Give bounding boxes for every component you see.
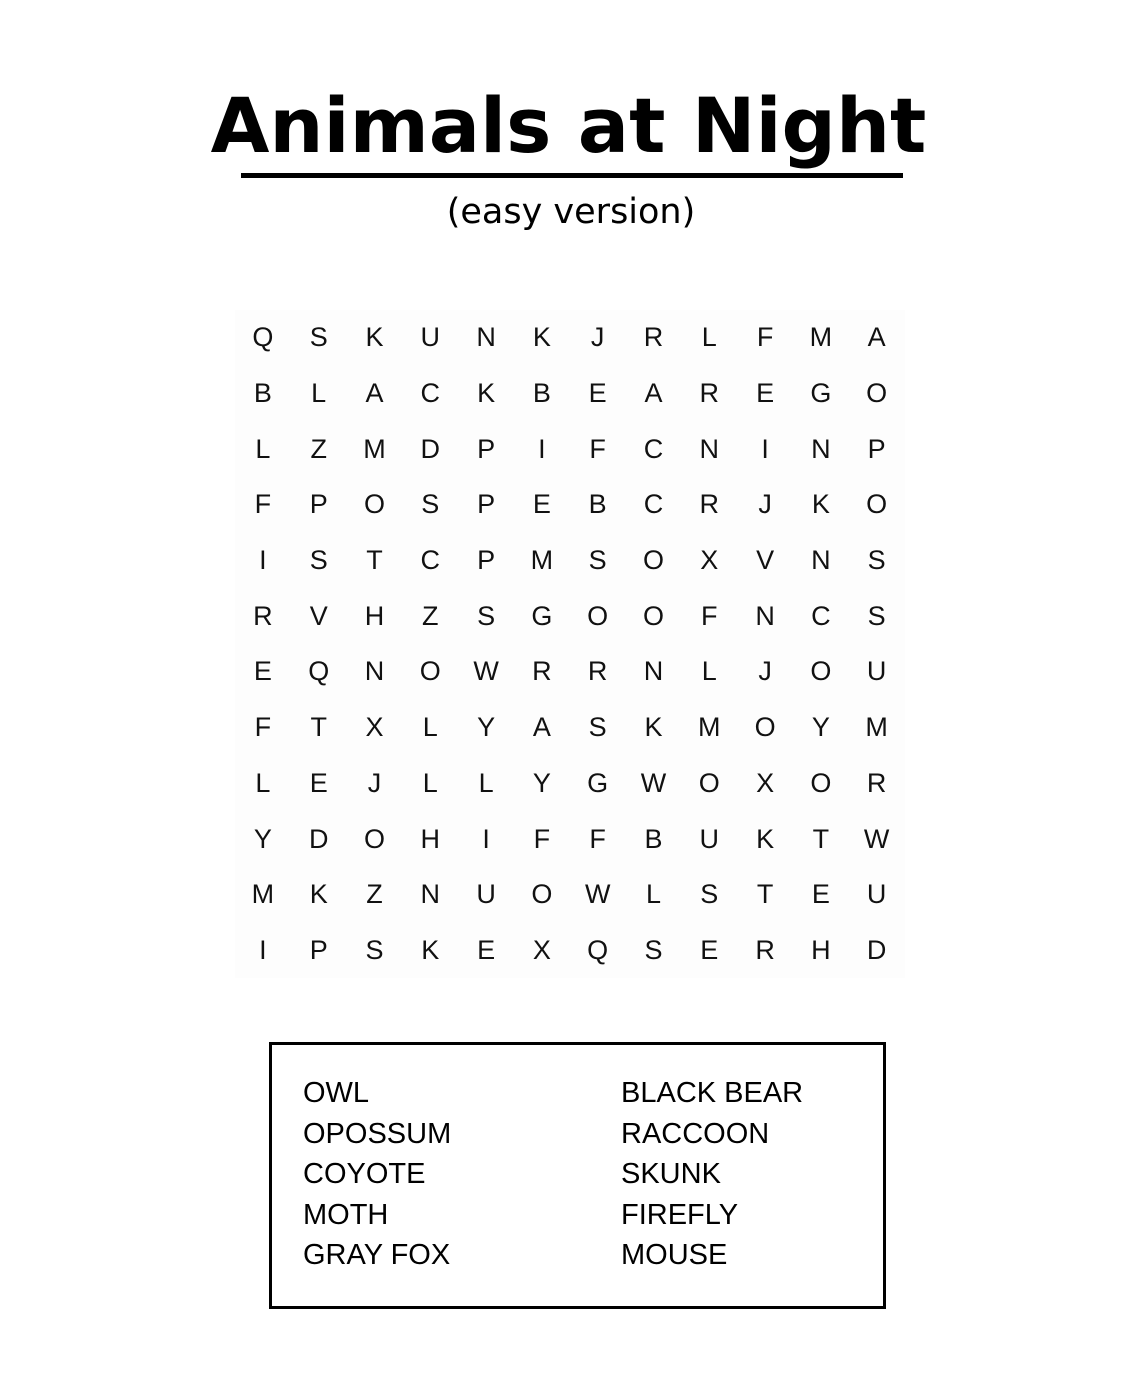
grid-letter[interactable]: M [530, 545, 554, 576]
grid-letter[interactable]: K [811, 489, 830, 520]
grid-letter[interactable]: C [643, 489, 664, 520]
word-list-item: FIREFLY [621, 1198, 739, 1231]
word-list-item: OPOSSUM [303, 1117, 452, 1150]
grid-letter[interactable]: Q [587, 934, 609, 965]
grid-letter[interactable]: A [867, 322, 886, 353]
grid-letter[interactable]: P [477, 545, 496, 576]
word-list-item: MOUSE [621, 1239, 728, 1272]
grid-letter[interactable]: L [422, 767, 438, 798]
grid-letter[interactable]: M [363, 433, 386, 464]
letter-grid [235, 310, 905, 978]
grid-letter[interactable]: Q [308, 656, 330, 687]
grid-letter[interactable]: L [701, 322, 717, 353]
grid-letter[interactable]: N [420, 879, 441, 910]
grid-letter[interactable]: B [588, 489, 607, 520]
grid-letter[interactable]: O [810, 767, 832, 798]
grid-letter[interactable]: X [756, 767, 775, 798]
grid-letter[interactable]: O [754, 712, 776, 743]
grid-letter[interactable]: M [251, 879, 275, 910]
grid-letter[interactable]: O [363, 489, 385, 520]
grid-letter[interactable]: B [532, 378, 551, 409]
grid-letter[interactable]: R [587, 656, 608, 687]
word-list-item: COYOTE [303, 1158, 426, 1191]
grid-letter[interactable]: F [533, 823, 551, 854]
grid-letter[interactable]: Y [532, 767, 551, 798]
word-list-item: SKUNK [621, 1158, 721, 1191]
grid-letter[interactable]: O [866, 378, 888, 409]
grid-letter[interactable]: F [589, 823, 606, 854]
grid-letter[interactable]: H [420, 823, 441, 854]
grid-letter[interactable]: A [644, 378, 663, 409]
grid-letter[interactable]: M [809, 322, 833, 353]
grid-letter[interactable]: R [532, 656, 552, 687]
grid-letter[interactable]: C [811, 600, 831, 631]
title-underline [241, 173, 903, 178]
grid-letter[interactable]: G [531, 600, 553, 631]
grid-letter[interactable]: T [812, 823, 830, 854]
grid-letter[interactable]: X [365, 712, 384, 743]
grid-letter[interactable]: S [309, 322, 328, 353]
grid-letter[interactable]: U [476, 879, 496, 910]
grid-letter[interactable]: L [255, 433, 271, 464]
grid-letter[interactable]: J [758, 656, 772, 687]
grid-letter[interactable]: T [366, 545, 383, 576]
grid-letter[interactable]: H [811, 934, 831, 965]
grid-letter[interactable]: R [866, 767, 887, 798]
grid-letter[interactable]: U [420, 322, 441, 353]
grid-letter[interactable]: B [253, 378, 272, 409]
grid-letter[interactable]: S [867, 600, 886, 631]
grid-letter[interactable]: S [588, 712, 607, 743]
word-list-item: MOTH [303, 1198, 389, 1231]
grid-letter[interactable]: E [253, 656, 272, 687]
page-subtitle: (easy version) [446, 192, 696, 232]
grid-letter[interactable]: G [587, 767, 609, 798]
grid-letter[interactable]: X [700, 545, 719, 576]
grid-letter[interactable]: O [363, 823, 385, 854]
grid-letter[interactable]: E [532, 489, 551, 520]
grid-letter[interactable]: L [422, 712, 438, 743]
grid-letter[interactable]: D [420, 433, 441, 464]
grid-letter[interactable]: O [531, 879, 553, 910]
grid-letter[interactable]: P [477, 489, 496, 520]
grid-letter[interactable]: L [255, 767, 271, 798]
grid-letter[interactable]: O [642, 600, 664, 631]
grid-letter[interactable]: Z [310, 433, 327, 464]
grid-letter[interactable]: Y [811, 712, 830, 743]
grid-letter[interactable]: J [590, 322, 605, 353]
grid-letter[interactable]: I [482, 823, 490, 854]
grid-letter[interactable]: S [867, 545, 886, 576]
grid-letter[interactable]: T [756, 879, 774, 910]
grid-letter[interactable]: K [477, 378, 496, 409]
grid-letter[interactable]: D [308, 823, 329, 854]
grid-letter[interactable]: E [756, 378, 775, 409]
word-list-item: GRAY FOX [303, 1239, 451, 1272]
grid-letter[interactable]: K [532, 322, 551, 353]
grid-letter[interactable]: O [866, 489, 888, 520]
word-list-right-column [621, 1073, 803, 1276]
grid-letter[interactable]: N [476, 322, 496, 353]
grid-letter[interactable]: O [587, 600, 609, 631]
grid-letter[interactable]: P [477, 433, 496, 464]
grid-letter[interactable]: W [584, 879, 611, 910]
word-list-item: RACCOON [621, 1117, 770, 1150]
grid-letter[interactable]: S [309, 545, 328, 576]
grid-letter[interactable]: F [589, 433, 606, 464]
word-list-item: BLACK BEAR [621, 1077, 804, 1109]
grid-letter[interactable]: B [644, 823, 663, 854]
grid-letter[interactable]: N [364, 656, 385, 687]
word-list-left-column [303, 1073, 451, 1276]
grid-letter[interactable]: O [642, 545, 664, 576]
grid-letter[interactable]: I [259, 934, 267, 965]
grid-letter[interactable]: O [419, 656, 441, 687]
grid-letter[interactable]: I [538, 433, 546, 464]
grid-letter[interactable]: C [643, 433, 664, 464]
grid-letter[interactable]: N [811, 433, 831, 464]
grid-letter[interactable]: S [477, 600, 496, 631]
grid-letter[interactable]: F [756, 322, 774, 353]
grid-letter[interactable]: J [367, 767, 382, 798]
grid-letter[interactable]: K [421, 934, 440, 965]
grid-letter[interactable]: V [309, 600, 328, 631]
grid-letter[interactable]: Y [477, 712, 496, 743]
grid-letter[interactable]: V [756, 545, 775, 576]
grid-letter[interactable]: D [866, 934, 887, 965]
grid-letter[interactable]: M [698, 712, 721, 743]
grid-letter[interactable]: R [253, 600, 273, 631]
grid-letter[interactable]: T [310, 712, 327, 743]
grid-letter[interactable]: K [644, 712, 663, 743]
grid-letter[interactable]: E [309, 767, 328, 798]
grid-letter[interactable]: Z [422, 600, 439, 631]
grid-letter[interactable]: S [421, 489, 440, 520]
grid-letter[interactable]: E [477, 934, 496, 965]
grid-letter[interactable]: Y [253, 823, 272, 854]
grid-letter[interactable]: A [532, 712, 551, 743]
grid-letter[interactable]: N [643, 656, 664, 687]
grid-letter[interactable]: I [259, 545, 267, 576]
grid-letter[interactable]: Z [366, 879, 383, 910]
grid-letter[interactable]: H [364, 600, 385, 631]
grid-letter[interactable]: R [699, 378, 720, 409]
grid-letter[interactable]: S [365, 934, 384, 965]
grid-letter[interactable]: W [640, 767, 667, 798]
grid-letter[interactable]: P [867, 433, 886, 464]
grid-letter[interactable]: U [699, 823, 720, 854]
word-list-box [269, 1042, 886, 1309]
grid-letter[interactable]: N [811, 545, 831, 576]
grid-letter[interactable]: C [420, 378, 441, 409]
grid-letter[interactable]: A [365, 378, 384, 409]
page-title: Animals at Night [210, 81, 927, 170]
grid-letter[interactable]: M [865, 712, 888, 743]
grid-letter[interactable]: Q [252, 322, 274, 353]
grid-letter[interactable]: P [309, 934, 328, 965]
grid-letter[interactable]: O [810, 656, 832, 687]
grid-letter[interactable]: N [699, 433, 720, 464]
grid-letter[interactable]: E [811, 879, 830, 910]
grid-letter[interactable]: K [365, 322, 384, 353]
grid-letter[interactable]: L [478, 767, 494, 798]
grid-letter[interactable]: C [420, 545, 441, 576]
grid-letter[interactable]: O [698, 767, 720, 798]
grid-letter[interactable]: R [699, 489, 720, 520]
grid-letter[interactable]: S [700, 879, 719, 910]
grid-letter[interactable]: N [755, 600, 775, 631]
grid-letter[interactable]: U [866, 879, 887, 910]
grid-letter[interactable]: I [761, 433, 769, 464]
grid-letter[interactable]: F [254, 489, 272, 520]
grid-letter[interactable]: S [588, 545, 607, 576]
grid-letter[interactable]: K [756, 823, 775, 854]
grid-letter[interactable]: G [810, 378, 832, 409]
grid-letter[interactable]: R [755, 934, 775, 965]
grid-letter[interactable]: L [645, 879, 661, 910]
grid-letter[interactable]: L [311, 378, 327, 409]
grid-letter[interactable]: S [644, 934, 663, 965]
grid-letter[interactable]: R [643, 322, 664, 353]
grid-letter[interactable]: F [701, 600, 718, 631]
grid-letter[interactable]: L [701, 656, 717, 687]
grid-letter[interactable]: P [309, 489, 328, 520]
grid-letter[interactable]: U [866, 656, 887, 687]
grid-letter[interactable]: K [309, 879, 328, 910]
grid-letter[interactable]: W [863, 823, 890, 854]
grid-letter[interactable]: E [588, 378, 607, 409]
grid-letter[interactable]: J [758, 489, 772, 520]
grid-letter[interactable]: E [700, 934, 719, 965]
word-list-item: OWL [303, 1077, 370, 1109]
grid-letter[interactable]: F [254, 712, 272, 743]
grid-letter[interactable]: X [532, 934, 551, 965]
grid-letter[interactable]: W [473, 656, 499, 687]
